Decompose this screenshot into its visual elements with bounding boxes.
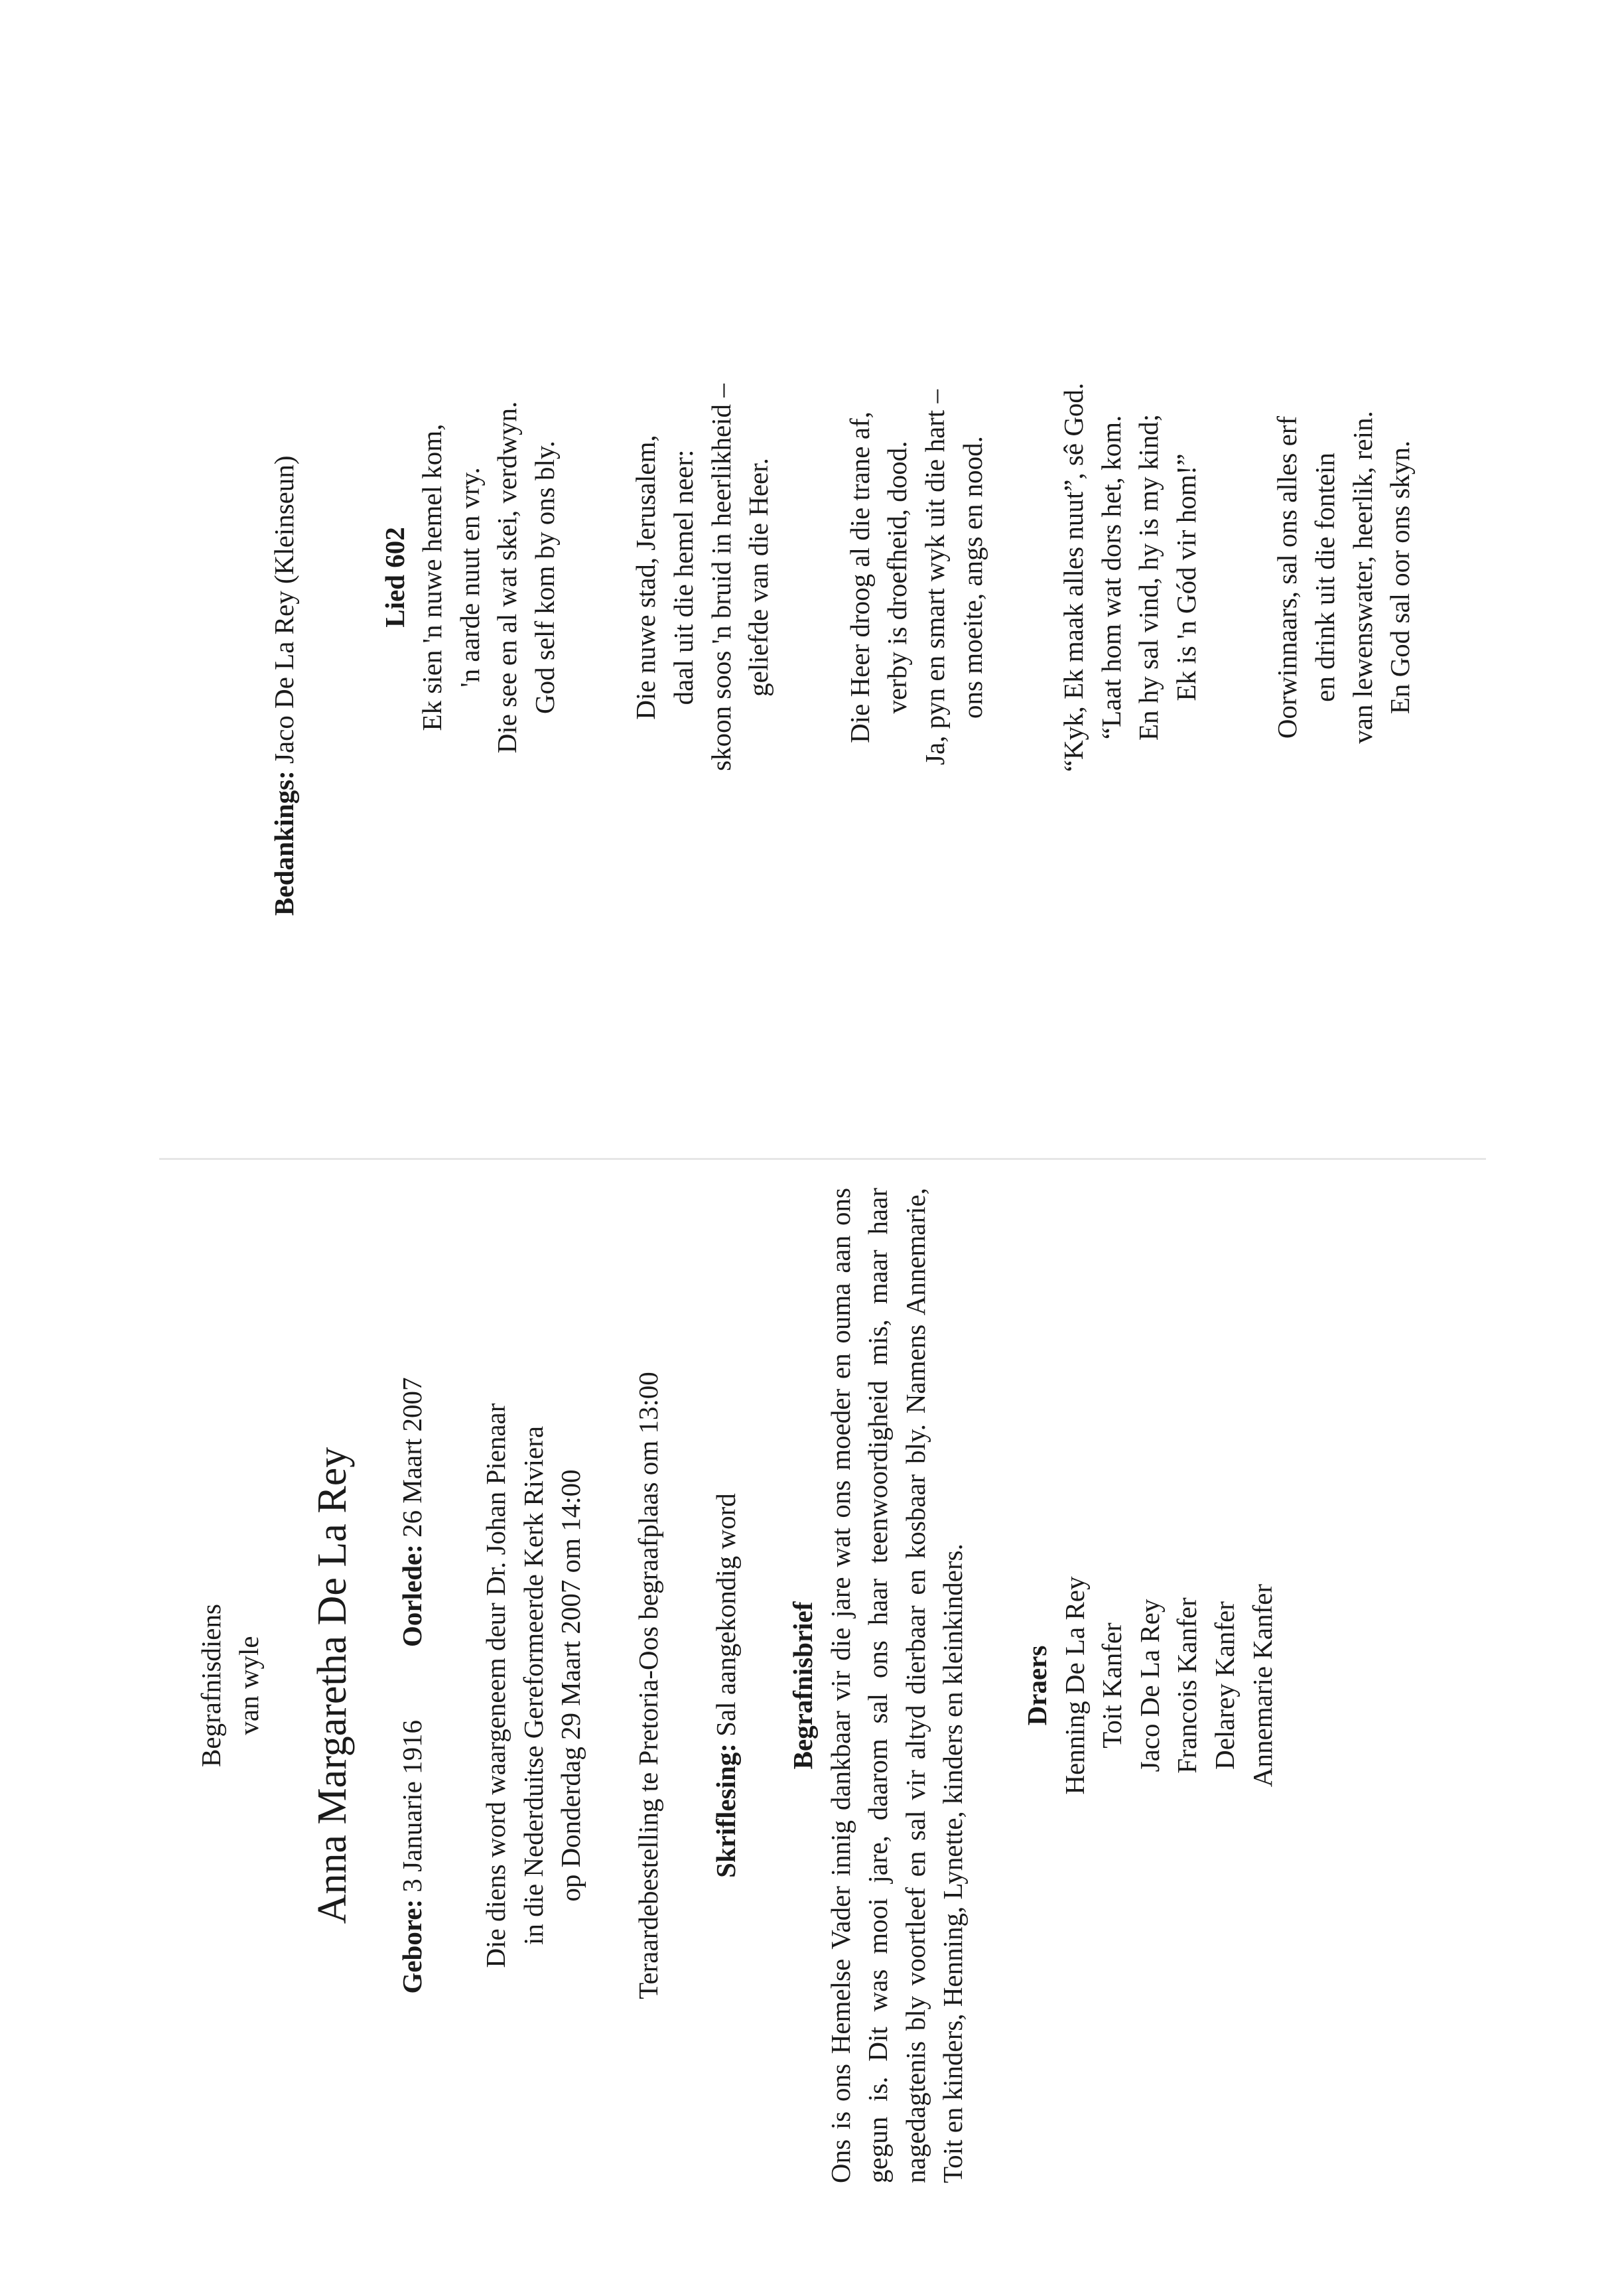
stanza — [1055, 239, 1205, 916]
verse-line: en drink uit die fontein — [1309, 453, 1340, 702]
verse-line: Ek is 'n Gód vir hom!” — [1170, 453, 1201, 701]
letter-heading: Begrafnisbrief — [787, 1601, 819, 1770]
bearer-name: Henning De La Rey — [1059, 1576, 1090, 1795]
verse-line: geliefde van die Heer. — [743, 458, 774, 697]
bearer-name: Annemarie Kanfer — [1246, 1583, 1278, 1788]
thanks-label: Bedankings: — [269, 770, 299, 916]
died-label: Oorlede: — [396, 1544, 427, 1647]
died — [393, 1377, 431, 1647]
reading-value: Sal aangekondig word — [710, 1493, 741, 1737]
heading-line-1: Begrafnisdiens — [196, 1604, 226, 1767]
stanza — [627, 239, 777, 916]
reading-label: Skriflesing: — [710, 1743, 741, 1878]
verse-line: “Laat hom wat dors het, kom. — [1095, 415, 1126, 740]
program-page-2 — [265, 239, 1483, 916]
verse-line: Ek sien 'n nuwe hemel kom, — [417, 423, 448, 731]
bearer-name: Francois Kanfer — [1172, 1597, 1203, 1774]
verse-line: skoon soos 'n bruid in heerlikheid – — [705, 384, 736, 771]
verse-line: van lewenswater, heerlik, rein. — [1347, 411, 1378, 744]
verse-line: 'n aarde nuut en vry. — [454, 467, 485, 687]
heading — [192, 1188, 267, 2183]
bearers — [1018, 1188, 1281, 2183]
verse-line: “Kyk, Ek maak alles nuut”, sê God. — [1058, 382, 1089, 772]
bearers-heading: Draers — [1022, 1645, 1053, 1726]
thanks-value: Jaco De La Rey (Kleinseun) — [269, 455, 299, 764]
burial-details: Teraardebestelling te Pretoria-Oos begraafplaas om 13:00 — [633, 1372, 664, 1999]
program-page-1 — [192, 1188, 1281, 2183]
verse-line: verby is droefheid, dood. — [882, 441, 913, 714]
letter-text: Ons is ons Hemelse Vader innig dankbaar vir die jare wat ons moeder en ouma aan ons gegun is. Dit was mooi jare, daarom sal ons haar teenwoordigheid mis, maar haar nagedagtenis bly voortleef en sal vir altyd dierbaar en kosbaar bly. Namens Annemarie, Toit en kinders, Henning, Lynette, kinders en kleinkinders. — [825, 1188, 969, 2183]
born — [393, 1720, 431, 1994]
verse-line: Die nuwe stad, Jerusalem, — [630, 435, 661, 720]
acknowledgements — [265, 239, 303, 916]
born-label: Gebore: — [396, 1899, 427, 1994]
verse-line: ons moeite, angs en nood. — [957, 436, 988, 719]
verse-line: Ja, pyn en smart wyk uit die hart – — [919, 390, 950, 765]
service-line: op Donderdag 29 Maart 2007 om 14:00 — [555, 1469, 586, 1902]
verse-line: daal uit die hemel neer: — [668, 449, 699, 705]
hymn-title: Lied 602 — [379, 527, 410, 628]
stanza — [1268, 239, 1418, 916]
heading-line-2: van wyle — [233, 1636, 264, 1735]
verse-line: God self kom by ons bly. — [529, 441, 560, 714]
service-line: in die Nederduitse Gereformeerde Kerk Riviera — [517, 1425, 549, 1946]
bearer-name: Toit Kanfer — [1097, 1622, 1128, 1749]
verse-line: En God sal oor ons skyn. — [1384, 440, 1416, 715]
dates-row — [393, 1188, 431, 2183]
verse-line: Die see en al wat skei, verdwyn. — [492, 401, 523, 754]
stanza — [841, 239, 991, 916]
service-line: Die diens word waargeneem deur Dr. Johan Pienaar — [480, 1403, 511, 1968]
died-value: 26 Maart 2007 — [396, 1377, 427, 1538]
service-details — [477, 1188, 590, 2183]
deceased-name: Anna Margaretha De La Rey — [310, 1447, 356, 1924]
fold-line — [159, 1158, 1486, 1160]
verse-line: Oorwinnaars, sal ons alles erf — [1272, 415, 1303, 739]
scripture-reading — [707, 1188, 745, 2183]
stanza — [413, 239, 563, 916]
bearer-name: Delarey Kanfer — [1209, 1601, 1240, 1770]
verse-line: Die Heer droog al die trane af, — [844, 411, 875, 743]
verse-line: En hy sal vind, hy is my kind; — [1133, 414, 1164, 741]
born-value: 3 Januarie 1916 — [396, 1719, 427, 1893]
bearer-name: Jaco De La Rey — [1134, 1599, 1165, 1772]
